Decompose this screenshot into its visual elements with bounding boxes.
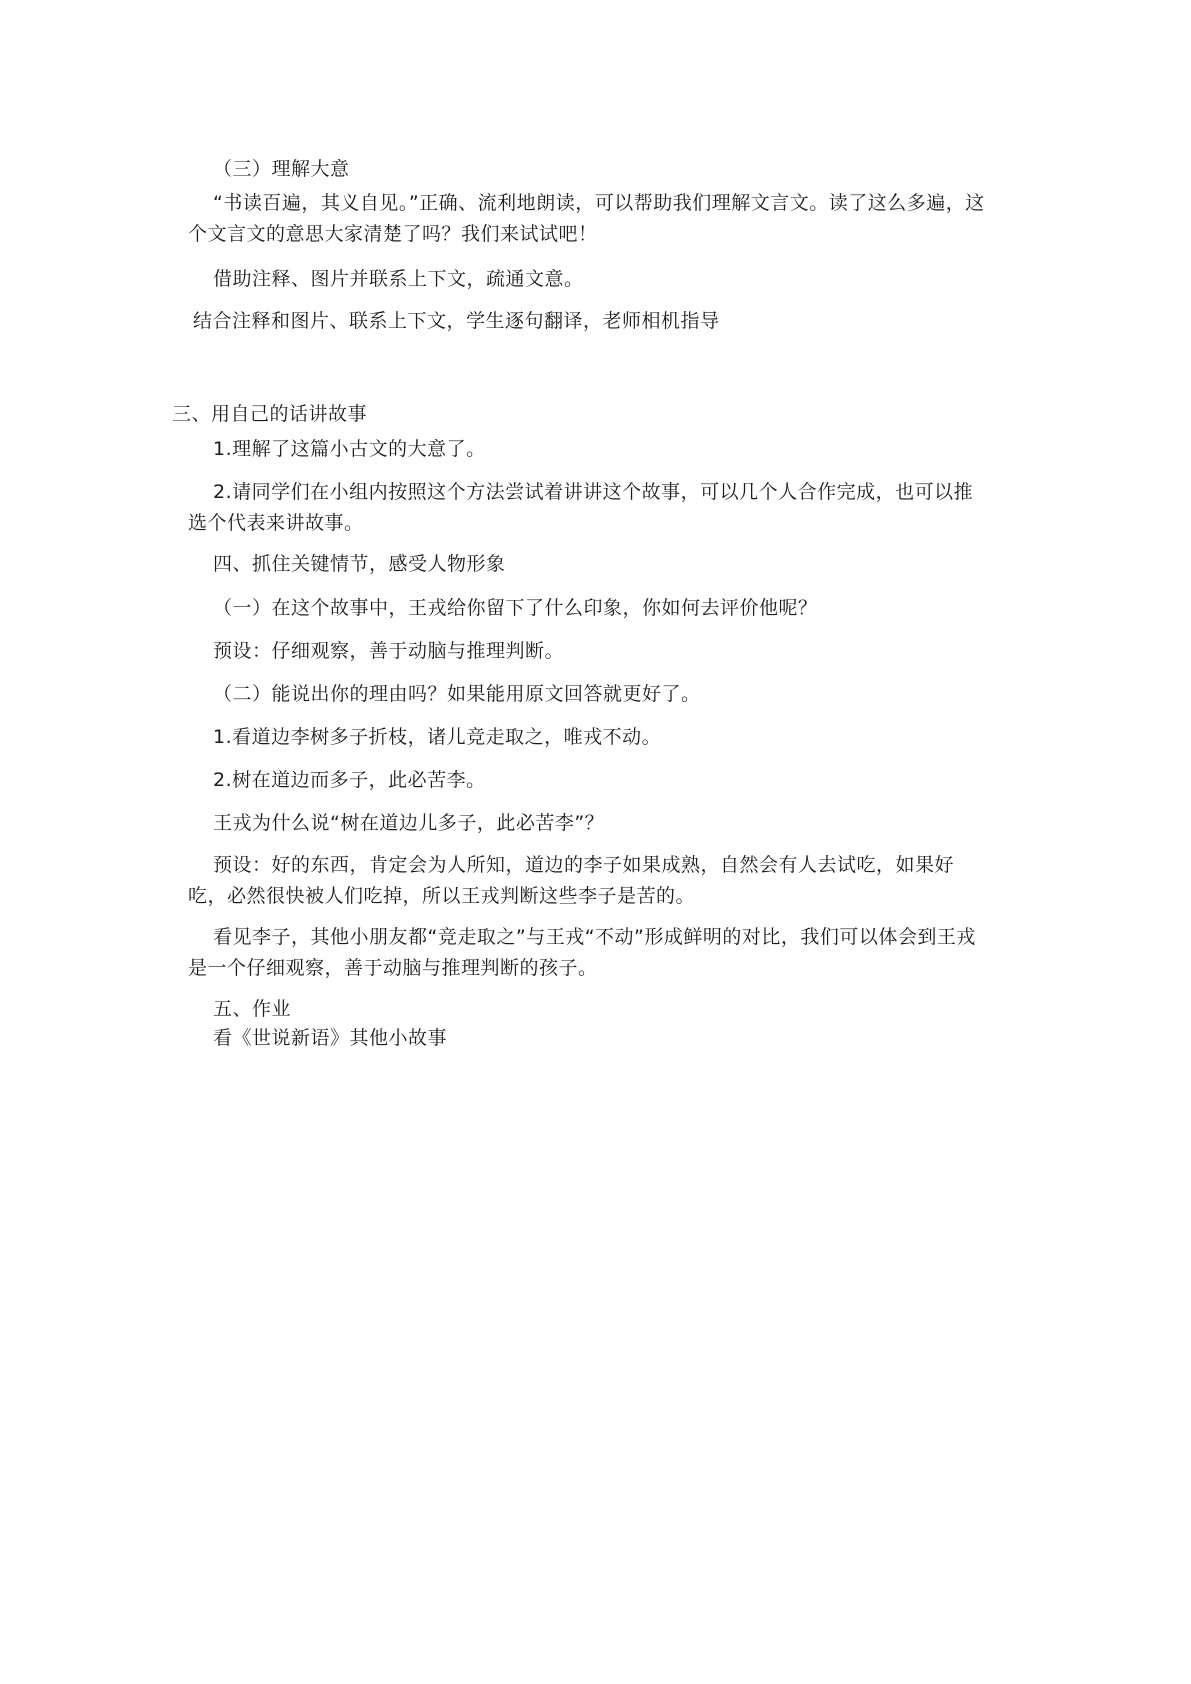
- list-item-reason-2: 2.树在道边而多子，此必苦李。: [213, 769, 486, 791]
- paragraph-why-question: 王戎为什么说“树在道边儿多子，此必苦李”？: [213, 812, 605, 834]
- list-item-reason-1: 1.看道边李树多子折枝，诸儿竞走取之，唯戎不动。: [213, 726, 662, 748]
- paragraph-homework: 看《世说新语》其他小故事: [213, 1027, 448, 1049]
- paragraph-preset-two: 预设：好的东西，肯定会为人所知，道边的李子如果成熟，自然会有人去试吃，如果好吃，必然很快被人们吃掉，所以王戎判断这些李子是苦的。: [188, 854, 955, 907]
- paragraph-student-translate: 结合注释和图片、联系上下文，学生逐句翻译，老师相机指导: [193, 310, 720, 332]
- subheading-question-one: （一）在这个故事中，王戎给你留下了什么印象，你如何去评价他呢？: [213, 597, 818, 619]
- subheading-understand-meaning: （三）理解大意: [213, 158, 350, 180]
- list-item-1: 1.理解了这篇小古文的大意了。: [213, 438, 486, 460]
- heading-section-three: 三、用自己的话讲故事: [172, 403, 368, 425]
- heading-section-five: 五、作业: [213, 998, 292, 1020]
- paragraph-contrast: 看见李子，其他小朋友都“竞走取之”与王戎“不动”形成鲜明的对比，我们可以体会到王戎是一个仔细观察，善于动脑与推理判断的孩子。: [188, 926, 976, 979]
- subheading-question-two: （二）能说出你的理由吗？如果能用原文回答就更好了。: [213, 683, 701, 705]
- paragraph-read-hundred-times: “书读百遍，其义自见。”正确、流利地朗读，可以帮助我们理解文言文。读了这么多遍，这个文言文的意思大家清楚了吗？我们来试试吧！: [188, 192, 985, 245]
- paragraph-use-notes: 借助注释、图片并联系上下文，疏通文意。: [213, 268, 584, 290]
- paragraph-preset-one: 预设：仔细观察，善于动脑与推理判断。: [213, 640, 565, 662]
- list-item-2: 2.请同学们在小组内按照这个方法尝试着讲讲这个故事，可以几个人合作完成，也可以推选个代表来讲故事。: [188, 481, 974, 534]
- heading-section-four: 四、抓住关键情节，感受人物形象: [213, 553, 506, 575]
